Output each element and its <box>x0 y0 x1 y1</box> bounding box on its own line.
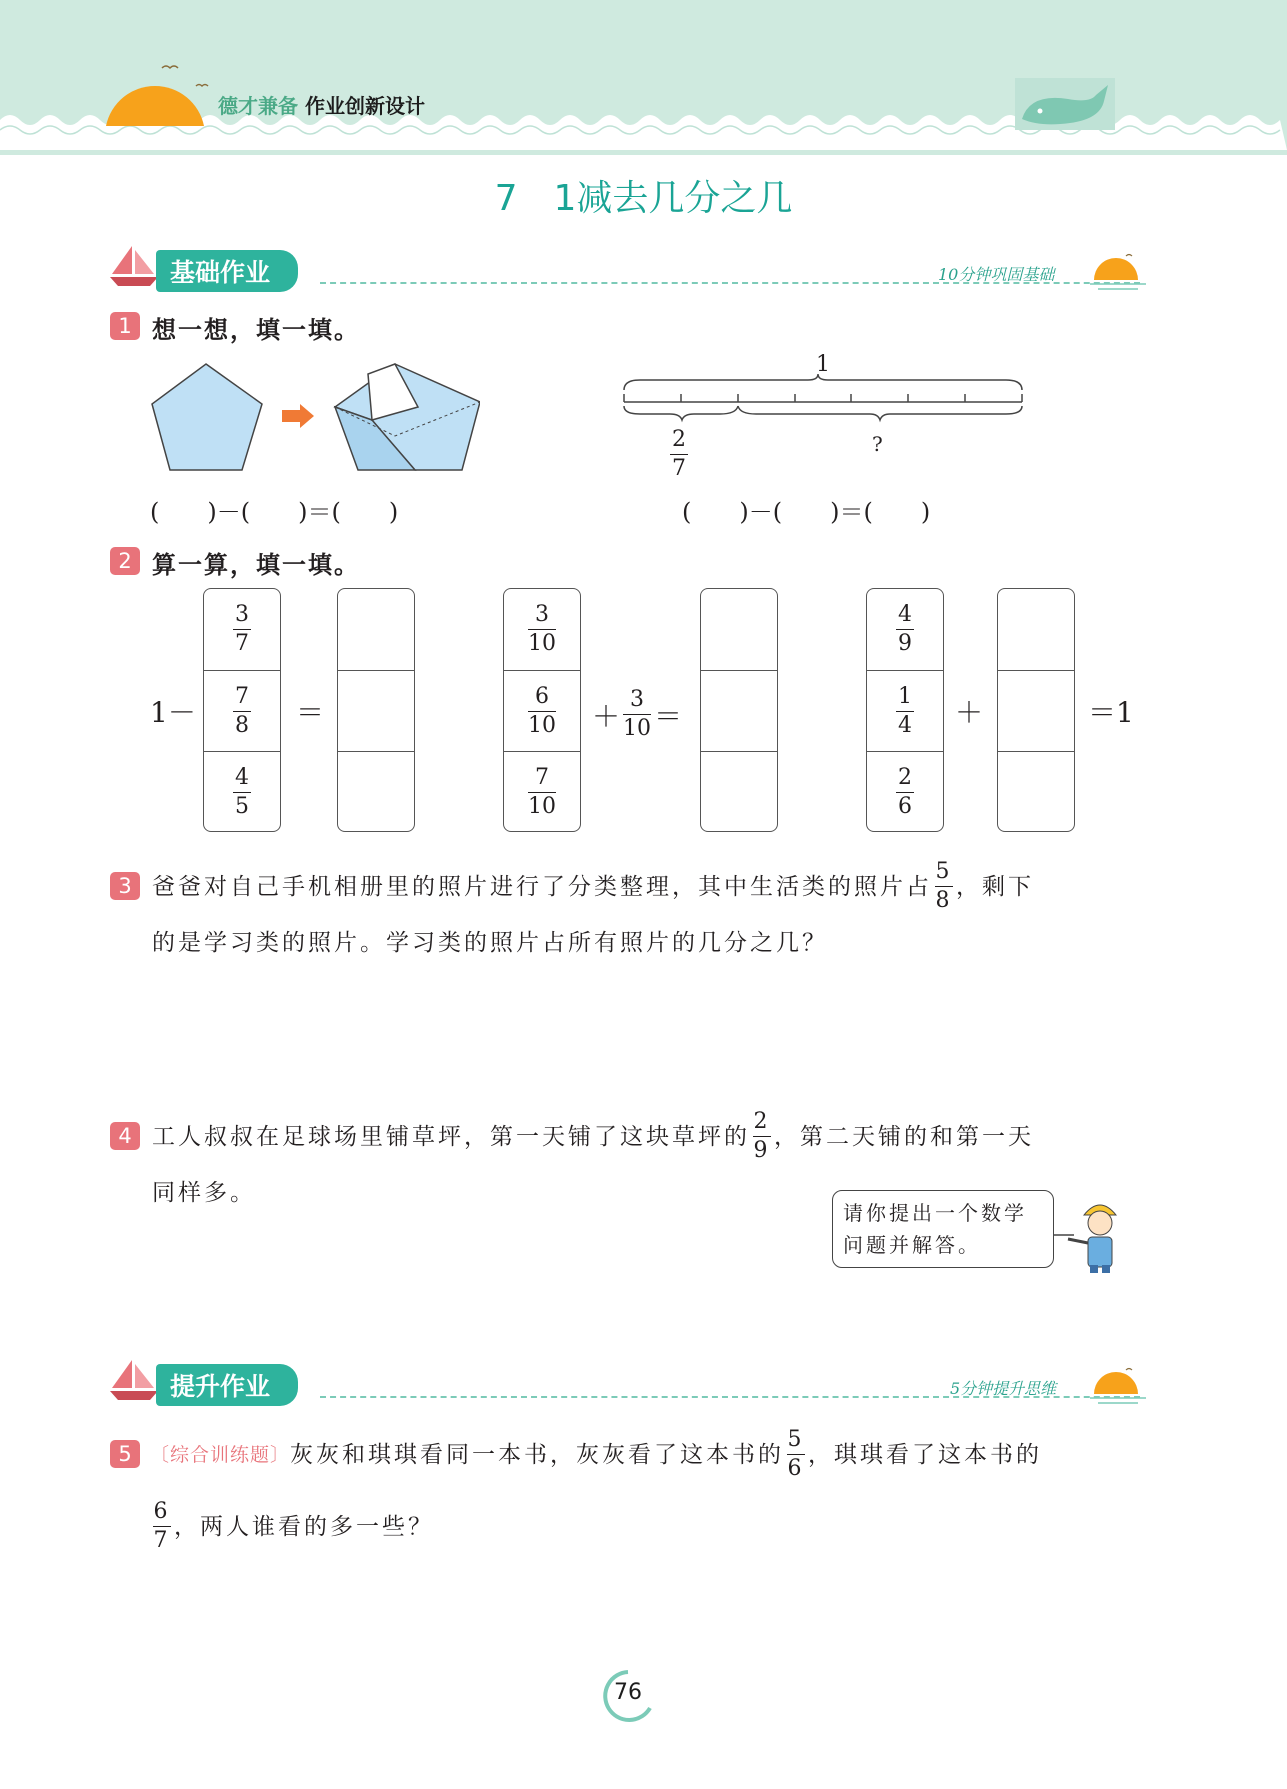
g1-answer-1[interactable] <box>338 589 414 670</box>
g1-fraction-column <box>203 588 281 832</box>
g3-answer-column[interactable] <box>997 588 1075 832</box>
g2-frac-2: $\frac{6}{10}$ <box>504 670 580 751</box>
sun-small-icon <box>1090 250 1146 294</box>
g2-frac-3: $\frac{7}{10}$ <box>504 751 580 832</box>
section-basic-note: 10分钟巩固基础 <box>938 265 1055 284</box>
section-basic-title: 基础作业 <box>156 250 298 292</box>
g3-frac-3: $\frac{2}{6}$ <box>867 751 943 832</box>
speech-bubble <box>832 1190 1054 1268</box>
g2-answer-3[interactable] <box>701 751 777 832</box>
q1-number: 1 <box>110 312 140 340</box>
q4-line-2: 同样多。 <box>152 1180 256 1206</box>
number-line-unknown: ? <box>872 432 883 456</box>
g1-frac-3: $\frac{4}{5}$ <box>204 751 280 832</box>
q5-line-1: 〔综合训练题〕 灰灰和琪琪看同一本书，灰灰看了这本书的 $\frac{5}{6}$ ，琪琪看了这本书的 <box>150 1427 1043 1481</box>
page-number: 76 <box>614 1680 642 1705</box>
g1-answer-column[interactable] <box>337 588 415 832</box>
q3-line-1: 爸爸对自己手机相册里的照片进行了分类整理，其中生活类的照片占 $\frac{5}{8}$ ，剩下 <box>152 859 1034 913</box>
sun-logo-icon <box>100 60 210 130</box>
q3-line-2: 的是学习类的照片。学习类的照片占所有照片的几分之几？ <box>152 930 828 956</box>
g1-answer-3[interactable] <box>338 751 414 832</box>
q4-number: 4 <box>110 1122 140 1150</box>
sailboat-icon-2 <box>110 1358 160 1402</box>
section-advanced-note: 5分钟提升思维 <box>950 1379 1057 1398</box>
g3-fraction-column <box>866 588 944 832</box>
g2-fraction-column <box>503 588 581 832</box>
g1-prefix: 1－ <box>150 696 196 729</box>
g3-frac-1: $\frac{4}{9}$ <box>898 602 912 656</box>
q5-tag: 〔综合训练题〕 <box>150 1443 291 1466</box>
g1-frac-1: $\frac{3}{7}$ <box>235 602 249 656</box>
sailboat-icon <box>110 244 160 288</box>
section-advanced-title: 提升作业 <box>156 1364 298 1406</box>
worker-character-icon <box>1054 1195 1144 1275</box>
g2-answer-column[interactable] <box>700 588 778 832</box>
q3-number: 3 <box>110 872 140 900</box>
q4-line-1: 工人叔叔在足球场里铺草坪，第一天铺了这块草坪的 $\frac{2}{9}$ ，第二天铺的和第一天 <box>152 1109 1034 1163</box>
g1-frac-2: $\frac{7}{8}$ <box>204 670 280 751</box>
bubble-line-1: 请你提出一个数学 <box>843 1201 1027 1225</box>
q5-line-2: $\frac{6}{7}$ ，两人谁看的多一些？ <box>153 1499 434 1553</box>
sun-small-icon-2 <box>1090 1364 1146 1408</box>
q2-number: 2 <box>110 547 140 575</box>
number-line-part-fraction: $\frac{2}{7}$ <box>672 427 686 481</box>
q5-number: 5 <box>110 1440 140 1468</box>
number-line-total-label: 1 <box>816 352 830 377</box>
g3-plus: ＋ <box>955 696 984 729</box>
g1-answer-2[interactable] <box>338 670 414 751</box>
brand-text: 德才兼备 作业创新设计 <box>218 94 425 118</box>
pentagon-fold-figure <box>150 362 480 474</box>
q1-instruction: 想一想，填一填。 <box>152 316 360 344</box>
g2-answer-2[interactable] <box>701 670 777 751</box>
g2-operation: ＋ $\frac{3}{10}$ ＝ <box>592 687 683 741</box>
g3-frac-2: $\frac{1}{4}$ <box>867 670 943 751</box>
g3-answer-2[interactable] <box>998 670 1074 751</box>
q1-right-equation[interactable]: ( )－( )＝( ) <box>682 498 931 526</box>
g2-answer-1[interactable] <box>701 589 777 670</box>
g3-result: ＝1 <box>1088 696 1134 729</box>
g3-answer-3[interactable] <box>998 751 1074 832</box>
whale-icon <box>1010 75 1120 133</box>
bubble-line-2: 问题并解答。 <box>843 1233 981 1257</box>
g3-answer-1[interactable] <box>998 589 1074 670</box>
page-title: 7 1减去几分之几 <box>494 178 793 219</box>
g1-equals: ＝ <box>296 696 325 729</box>
q2-instruction: 算一算，填一填。 <box>152 551 360 579</box>
q1-left-equation[interactable]: ( )－( )＝( ) <box>150 498 399 526</box>
g2-frac-1: $\frac{3}{10}$ <box>528 602 556 656</box>
